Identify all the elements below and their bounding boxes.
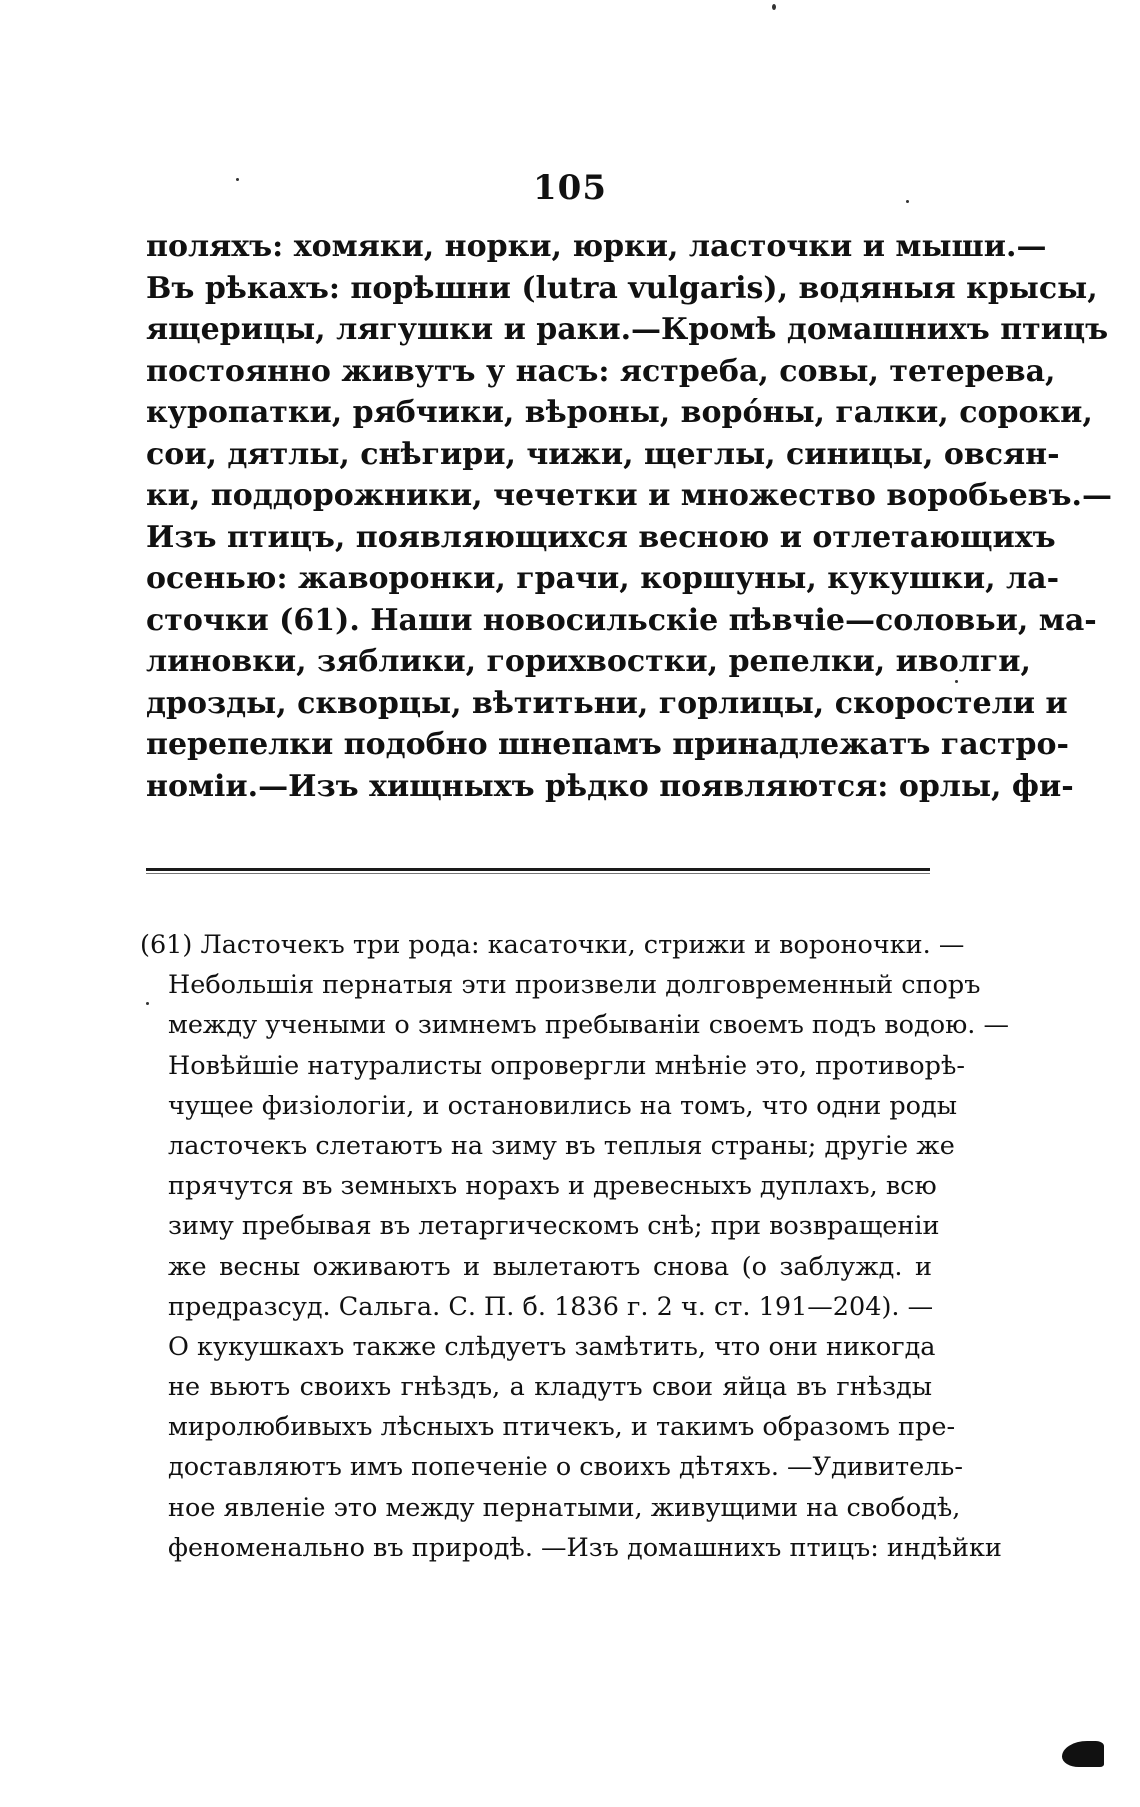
footnote-line: Небольшія пернатыя эти произвели долговременный споръ xyxy=(168,970,981,1001)
footnote-line: феноменально въ природѣ. —Изъ домашнихъ птицъ: индѣйки xyxy=(168,1532,1002,1563)
footnote-line: Новѣйшіе натуралисты опровергли мнѣніе это, противорѣ- xyxy=(168,1050,965,1081)
body-line: номіи.—Изъ хищныхъ рѣдко появляются: орлы, фи- xyxy=(146,768,1074,804)
footnote-line: не вьютъ своихъ гнѣздъ, а кладутъ свои яйца въ гнѣзды xyxy=(168,1372,932,1403)
body-line: сои, дятлы, снѣгири, чижи, щеглы, синицы, овсян- xyxy=(146,436,1060,472)
body-line: сточки (61). Наши новосильскіе пѣвчіе—соловьи, ма- xyxy=(146,602,1097,638)
scan-speck xyxy=(906,200,909,203)
body-line: куропатки, рябчики, вѣроны, ворóны, галки, сороки, xyxy=(146,395,1093,430)
body-line: ящерицы, лягушки и раки.—Кромѣ домашнихъ птицъ xyxy=(146,312,1109,347)
body-line: Изъ птицъ, появляющихся весною и отлетающихъ xyxy=(146,519,1056,555)
scan-speck xyxy=(236,178,239,181)
body-line: перепелки подобно шнепамъ принадлежатъ гастро- xyxy=(146,727,1069,762)
body-line: линовки, зяблики, горихвостки, репелки, иволги, xyxy=(146,644,1031,679)
scan-blot xyxy=(1062,1741,1104,1767)
footnote-line: ласточекъ слетаютъ на зиму въ теплыя страны; другіе же xyxy=(168,1130,955,1161)
page-number: 105 xyxy=(533,168,607,208)
footnote-line: чущее физіологіи, и остановились на томъ, что одни роды xyxy=(168,1090,957,1121)
footnote-line: О кукушкахъ также слѣдуетъ замѣтить, что они никогда xyxy=(168,1331,936,1362)
footnote-line: миролюбивыхъ лѣсныхъ птичекъ, и такимъ образомъ пре- xyxy=(168,1412,956,1443)
body-line: дрозды, скворцы, вѣтитьни, горлицы, скоростели и xyxy=(146,685,1068,721)
footnote-line: (61) Ласточекъ три рода: касаточки, стрижи и вороночки. — xyxy=(140,930,965,960)
scan-speck xyxy=(772,4,776,10)
main-text-block xyxy=(146,226,1112,807)
footnote-line: между учеными о зимнемъ пребываніи своемъ подъ водою. — xyxy=(168,1010,1009,1041)
footnote-line: прячутся въ земныхъ норахъ и древесныхъ дуплахъ, всю xyxy=(168,1171,937,1202)
footnote-line: доставляютъ имъ попеченіе о своихъ дѣтяхъ. —Удивитель- xyxy=(168,1452,963,1483)
body-line: ки, поддорожники, чечетки и множество воробьевъ.— xyxy=(146,478,1112,513)
footnote-separator-rule xyxy=(146,868,930,871)
body-line: осенью: жаворонки, грачи, коршуны, кукушки, ла- xyxy=(146,561,1060,596)
footnote-block xyxy=(140,925,1009,1568)
footnote-line: зиму пребывая въ летаргическомъ снѣ; при возвращеніи xyxy=(168,1211,940,1242)
body-line: Въ рѣкахъ: порѣшни (lutra vulgaris), водяныя крысы, xyxy=(146,270,1098,306)
footnote-line: ное явленіе это между пернатыми, живущими на свободѣ, xyxy=(168,1492,961,1523)
footnote-line: предразсуд. Сальга. С. П. б. 1836 г. 2 ч. ст. 191—204). — xyxy=(168,1291,934,1322)
footnote-line: же весны оживаютъ и вылетаютъ снова (о заблужд. и xyxy=(168,1251,932,1282)
body-line: поляхъ: хомяки, норки, юрки, ласточки и мыши.— xyxy=(146,229,1047,264)
scan-speck xyxy=(955,680,958,683)
scan-speck xyxy=(146,1002,149,1005)
body-line: постоянно живутъ у насъ: ястреба, совы, тетерева, xyxy=(146,353,1056,389)
